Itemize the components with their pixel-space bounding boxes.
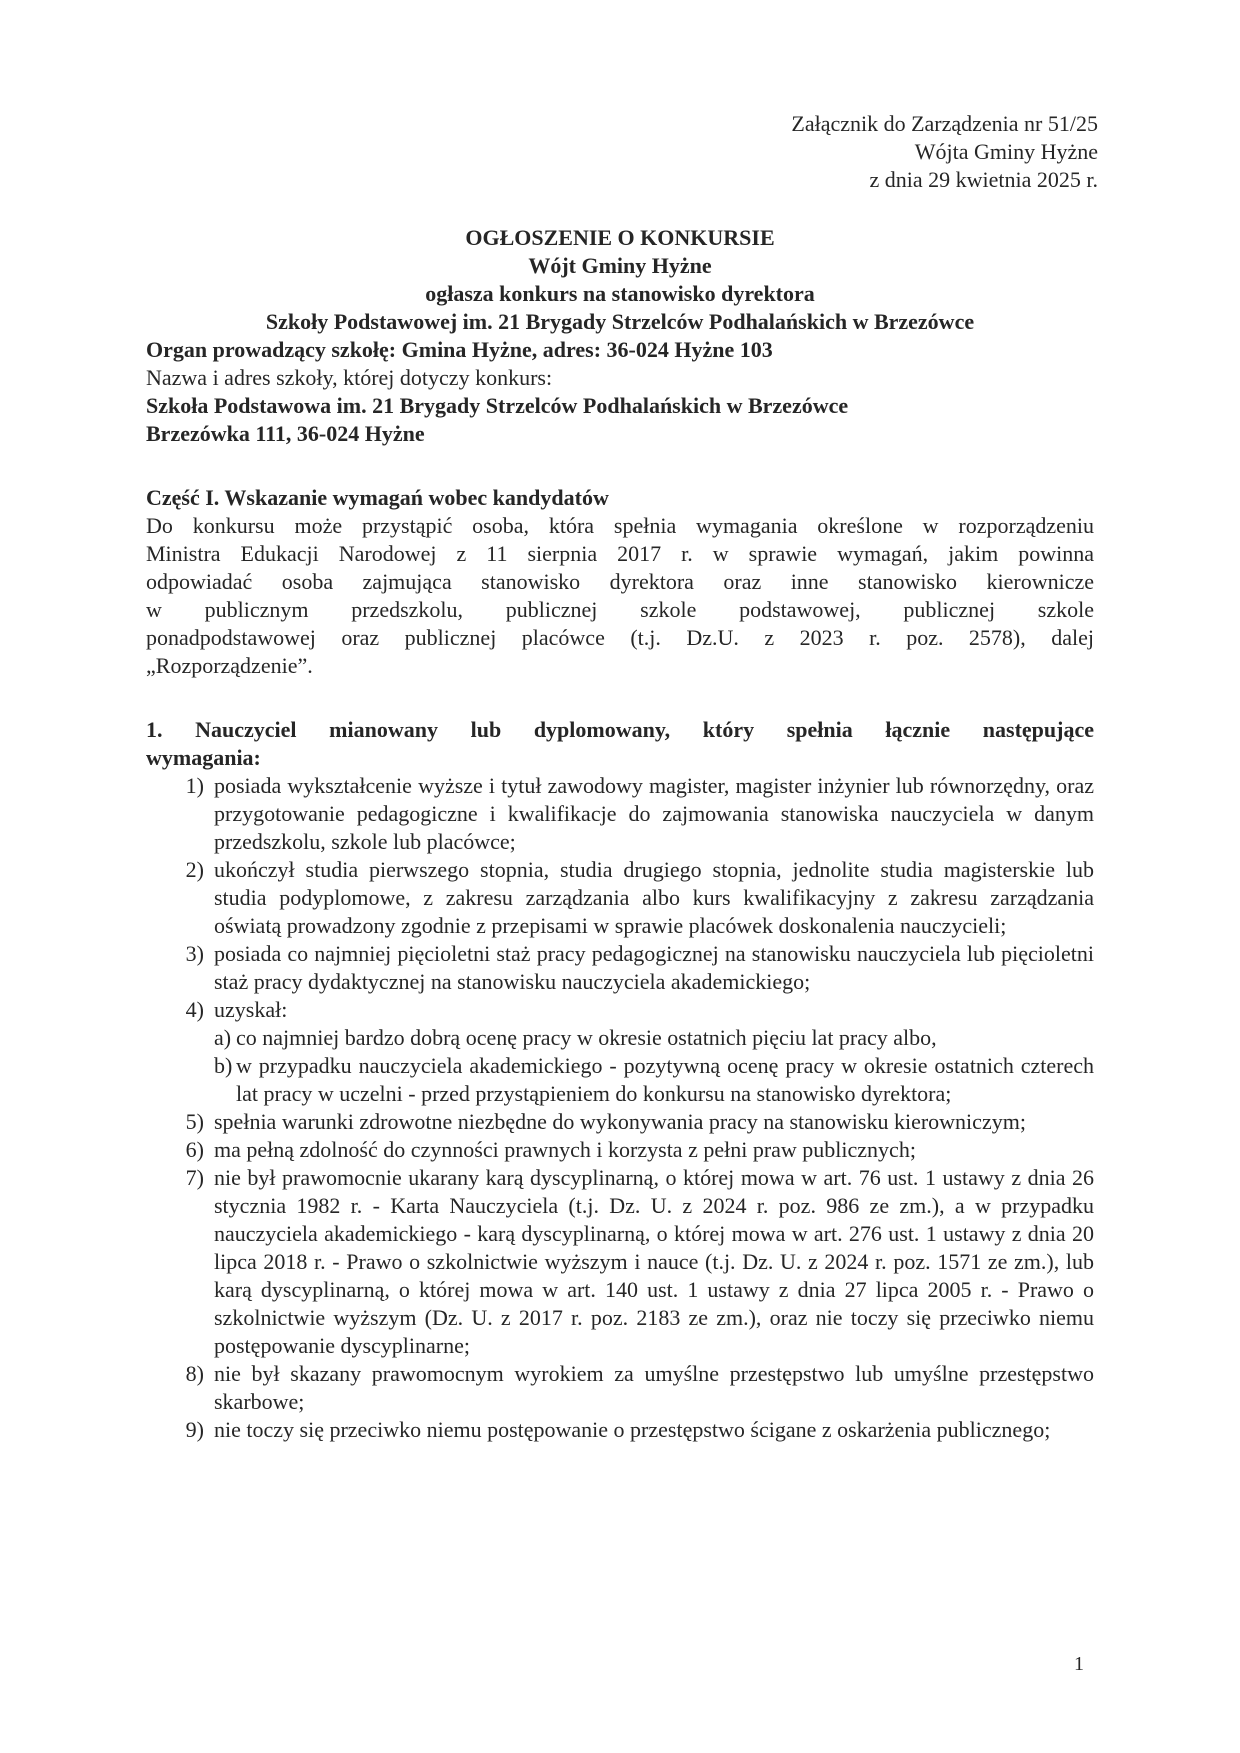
- list-item-text: nie toczy się przeciwko niemu postępowanie o przestępstwo ścigane z oskarżenia publicznego;: [214, 1417, 1051, 1442]
- list-item-number: 3): [185, 941, 204, 966]
- list-item-text: spełnia warunki zdrowotne niezbędne do wykonywania pracy na stanowisku kierowniczym;: [214, 1109, 1026, 1134]
- announcement-title: OGŁOSZENIE O KONKURSIE: [465, 225, 775, 250]
- part-1-line: ponadpodstawowej oraz publicznej placówce (t.j. Dz.U. z 2023 r. poz. 2578), dalej: [146, 625, 1094, 650]
- list-item-text: nie był prawomocnie ukarany karą dyscyplinarną, o której mowa w art. 76 ust. 1 ustawy z dnia 26 stycznia 1982 r. - Karta Nauczyciela (t.j. Dz. U. z 2024 r. poz. 986 ze zm.), a w przypadku nauczyciela akademickiego - karą dyscyplinarną, o której mowa w art. 276 ust. 1 ustawy z dnia 20 lipca 2018 r. - Prawo o szkolnictwie wyższym i nauce (t.j. Dz. U. z 2024 r. poz. 1571 ze zm.), lub karą dyscyplinarną, o której mowa w art. 140 ust. 1 ustawy z dnia 27 lipca 2005 r. - Prawo o szkolnictwie wyższym (Dz. U. z 2017 r. poz. 2183 ze zm.), oraz nie toczy się przeciwko niemu postępowanie dyscyplinarne;: [214, 1165, 1094, 1358]
- list-item-text: uzyskał:: [214, 997, 288, 1022]
- requirements-heading-line-2: wymagania:: [146, 745, 261, 770]
- attachment-line-3: z dnia 29 kwietnia 2025 r.: [869, 167, 1098, 192]
- list-item: [146, 856, 1094, 940]
- part-1-line: Ministra Edukacji Narodowej z 11 sierpnia 2017 r. w sprawie wymagań, jakim powinna: [146, 541, 1094, 566]
- list-item: [146, 996, 1094, 1024]
- requirements-list: [146, 772, 1094, 1444]
- attachment-line-2: Wójta Gminy Hyżne: [914, 139, 1098, 164]
- list-item-number: 1): [185, 773, 204, 798]
- school-label: Nazwa i adres szkoły, której dotyczy konkurs:: [146, 365, 553, 390]
- sub-list-item-letter: b): [214, 1053, 233, 1078]
- list-item: [146, 772, 1094, 856]
- list-item-text: posiada co najmniej pięcioletni staż pracy pedagogicznej na stanowisku nauczyciela lub pięcioletni staż pracy dydaktycznej na stanowisku nauczyciela akademickiego;: [214, 941, 1094, 994]
- list-item-text: posiada wykształcenie wyższe i tytuł zawodowy magister, magister inżynier lub równorzędny, oraz przygotowanie pedagogiczne i kwalifikacje do zajmowania stanowiska nauczyciela w danym przedszkolu, szkole lub placówce;: [214, 773, 1094, 854]
- part-1-line: w publicznym przedszkolu, publicznej szkole podstawowej, publicznej szkole: [146, 597, 1094, 622]
- list-item-number: 8): [185, 1361, 204, 1386]
- part-1-heading: Część I. Wskazanie wymagań wobec kandydatów: [146, 485, 609, 510]
- list-item-text: nie był skazany prawomocnym wyrokiem za umyślne przestępstwo lub umyślne przestępstwo skarbowe;: [214, 1361, 1094, 1414]
- attachment-note: [498, 110, 1098, 194]
- list-item: [146, 1416, 1094, 1444]
- part-1-section: [146, 484, 1094, 680]
- sub-list-item: [214, 1052, 1094, 1108]
- organ-line: Organ prowadzący szkołę: Gmina Hyżne, adres: 36-024 Hyżne 103: [146, 337, 773, 362]
- announcement-subtitle-3: Szkoły Podstawowej im. 21 Brygady Strzelców Podhalańskich w Brzezówce: [265, 309, 975, 334]
- list-item-number: 6): [185, 1137, 204, 1162]
- list-item-number: 2): [185, 857, 204, 882]
- list-item: [146, 1136, 1094, 1164]
- sub-list-item: [214, 1024, 1094, 1052]
- list-item-number: 7): [185, 1165, 204, 1190]
- list-item-number: 9): [185, 1417, 204, 1442]
- announcement-subtitle-2: ogłasza konkurs na stanowisko dyrektora: [425, 281, 815, 306]
- requirements-heading: [146, 716, 1094, 772]
- announcement-header: [146, 224, 1094, 448]
- list-item-text: ma pełną zdolność do czynności prawnych i korzysta z pełni praw publicznych;: [214, 1137, 916, 1162]
- list-item-number: 4): [185, 997, 204, 1022]
- list-item: [146, 1360, 1094, 1416]
- school-address: Brzezówka 111, 36-024 Hyżne: [146, 421, 425, 446]
- announcement-subtitle-1: Wójt Gminy Hyżne: [528, 253, 712, 278]
- sub-list-item-text: w przypadku nauczyciela akademickiego - pozytywną ocenę pracy w okresie ostatnich czterech lat pracy w uczelni - przed przystąpieniem do konkursu na stanowisko dyrektora;: [236, 1053, 1094, 1106]
- part-1-line: „Rozporządzenie”.: [146, 653, 313, 678]
- page-number: 1: [1074, 1653, 1084, 1675]
- sub-list-item-text: co najmniej bardzo dobrą ocenę pracy w okresie ostatnich pięciu lat pracy albo,: [236, 1025, 937, 1050]
- list-item-text: ukończył studia pierwszego stopnia, studia drugiego stopnia, jednolite studia magisterskie lub studia podyplomowe, z zakresu zarządzania albo kurs kwalifikacyjny z zakresu zarządzania oświatą prowadzony zgodnie z przepisami w sprawie placówek doskonalenia nauczycieli;: [214, 857, 1094, 938]
- list-item: [146, 1108, 1094, 1136]
- requirements-heading-line-1: 1. Nauczyciel mianowany lub dyplomowany, który spełnia łącznie następujące: [146, 717, 1094, 742]
- part-1-line: odpowiadać osoba zajmująca stanowisko dyrektora oraz inne stanowisko kierownicze: [146, 569, 1094, 594]
- list-item: [146, 940, 1094, 996]
- part-1-line: Do konkursu może przystąpić osoba, która spełnia wymagania określone w rozporządzeniu: [146, 513, 1094, 538]
- attachment-line-1: Załącznik do Zarządzenia nr 51/25: [791, 111, 1098, 136]
- school-name: Szkoła Podstawowa im. 21 Brygady Strzelców Podhalańskich w Brzezówce: [146, 393, 849, 418]
- sub-list-item-letter: a): [214, 1025, 232, 1050]
- list-item-number: 5): [185, 1109, 204, 1134]
- list-item: [146, 1164, 1094, 1360]
